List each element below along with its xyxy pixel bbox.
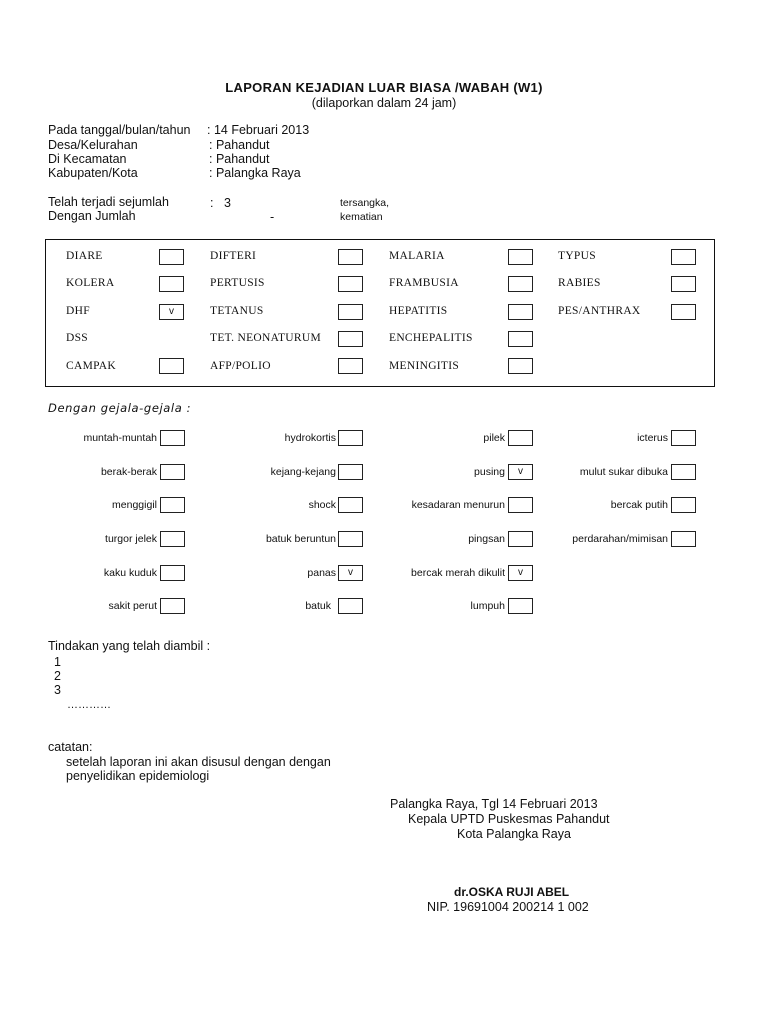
symptom-checkbox[interactable]: v <box>508 565 533 581</box>
disease-label: DHF <box>66 305 90 317</box>
signature-city: Kota Palangka Raya <box>457 827 571 841</box>
disease-label: RABIES <box>558 277 601 289</box>
disease-checkbox[interactable] <box>508 276 533 292</box>
symptom-checkbox[interactable] <box>508 598 533 614</box>
symptom-label: hydrokortis <box>284 432 336 444</box>
notes-line: penyelidikan epidemiologi <box>66 769 210 783</box>
symptom-label: berak-berak <box>100 466 157 478</box>
disease-label: DIARE <box>66 250 103 262</box>
signatory-nip: NIP. 19691004 200214 1 002 <box>427 900 589 914</box>
symptom-label: muntah-muntah <box>83 432 157 444</box>
district-label: Di Kecamatan <box>48 152 127 166</box>
action-ellipsis: ………… <box>67 699 111 711</box>
symptom-checkbox[interactable]: v <box>338 565 363 581</box>
disease-checkbox[interactable] <box>338 304 363 320</box>
disease-label: ENCHEPALITIS <box>389 332 473 344</box>
symptom-label: bercak putih <box>610 499 668 511</box>
symptom-label: pingsan <box>468 533 505 545</box>
disease-label: TETANUS <box>210 305 264 317</box>
disease-checkbox[interactable] <box>338 331 363 347</box>
disease-checkbox[interactable]: v <box>159 304 184 320</box>
cases-colon: : <box>210 196 214 210</box>
disease-label: MALARIA <box>389 250 445 262</box>
symptom-label: icterus <box>637 432 668 444</box>
symptom-label: pilek <box>483 432 505 444</box>
disease-checkbox[interactable] <box>671 276 696 292</box>
disease-checkbox[interactable] <box>338 358 363 374</box>
disease-label: PES/ANTHRAX <box>558 305 641 317</box>
symptom-label: sakit perut <box>108 600 157 612</box>
regency-value: : Palangka Raya <box>209 166 301 180</box>
disease-checkbox[interactable] <box>671 304 696 320</box>
disease-label: FRAMBUSIA <box>389 277 459 289</box>
symptom-checkbox[interactable]: v <box>508 464 533 480</box>
disease-label: DIFTERI <box>210 250 257 262</box>
action-item: 2 <box>54 669 61 683</box>
symptom-checkbox[interactable] <box>671 531 696 547</box>
symptom-label: pusing <box>474 466 505 478</box>
symptom-checkbox[interactable] <box>671 430 696 446</box>
disease-checkbox[interactable] <box>159 249 184 265</box>
disease-checkbox[interactable] <box>508 358 533 374</box>
symptom-label: turgor jelek <box>105 533 157 545</box>
deaths-label: Dengan Jumlah <box>48 209 136 223</box>
symptom-label: batuk <box>305 600 331 612</box>
symptom-label: menggigil <box>112 499 157 511</box>
disease-label: KOLERA <box>66 277 115 289</box>
symptom-label: batuk beruntun <box>265 533 336 545</box>
disease-checkbox[interactable] <box>338 249 363 265</box>
symptom-label: panas <box>307 567 336 579</box>
regency-label: Kabupaten/Kota <box>48 166 138 180</box>
action-item: 1 <box>54 655 61 669</box>
village-value: : Pahandut <box>209 138 270 152</box>
disease-label: DSS <box>66 332 88 344</box>
disease-label: AFP/POLIO <box>210 360 271 372</box>
cases-value: 3 <box>224 196 231 210</box>
disease-checkbox[interactable] <box>159 358 184 374</box>
deaths-unit: kematian <box>340 211 383 223</box>
signatory-name: dr.OSKA RUJI ABEL <box>454 885 570 899</box>
disease-checkbox[interactable] <box>508 304 533 320</box>
symptom-label: perdarahan/mimisan <box>572 533 668 545</box>
cases-unit: tersangka, <box>340 197 390 209</box>
notes-line: setelah laporan ini akan disusul dengan dengan <box>66 755 331 769</box>
disease-checkbox[interactable] <box>159 276 184 292</box>
symptom-label: lumpuh <box>470 600 505 612</box>
disease-label: TYPUS <box>558 250 596 262</box>
symptom-checkbox[interactable] <box>671 464 696 480</box>
symptom-label: kaku kuduk <box>103 567 157 579</box>
disease-label: HEPATITIS <box>389 305 448 317</box>
date-value: : 14 Februari 2013 <box>207 123 310 137</box>
disease-label: PERTUSIS <box>210 277 265 289</box>
disease-label: MENINGITIS <box>389 360 460 372</box>
symptom-label: mulut sukar dibuka <box>579 466 668 478</box>
symptom-label: kesadaran menurun <box>411 499 505 511</box>
disease-checkbox[interactable] <box>508 331 533 347</box>
signature-position: Kepala UPTD Puskesmas Pahandut <box>408 812 610 826</box>
disease-checkbox[interactable] <box>338 276 363 292</box>
disease-checkbox[interactable] <box>508 249 533 265</box>
symptom-label: shock <box>308 499 336 511</box>
cases-label: Telah terjadi sejumlah <box>48 195 169 209</box>
symptoms-heading: Dengan gejala-gejala : <box>48 401 192 415</box>
report-subtitle: (dilaporkan dalam 24 jam) <box>311 96 457 110</box>
action-item: 3 <box>54 683 61 697</box>
symptom-checkbox[interactable] <box>671 497 696 513</box>
disease-label: CAMPAK <box>66 360 116 372</box>
report-title: LAPORAN KEJADIAN LUAR BIASA /WABAH (W1) <box>225 80 543 95</box>
signature-place-date: Palangka Raya, Tgl 14 Februari 2013 <box>390 797 598 811</box>
disease-checkbox[interactable] <box>671 249 696 265</box>
deaths-value: - <box>270 210 275 224</box>
notes-heading: catatan: <box>48 740 93 754</box>
date-label: Pada tanggal/bulan/tahun <box>48 123 191 137</box>
actions-heading: Tindakan yang telah diambil : <box>48 639 211 653</box>
symptom-label: kejang-kejang <box>270 466 336 478</box>
district-value: : Pahandut <box>209 152 270 166</box>
symptom-label: bercak merah dikulit <box>411 567 505 579</box>
village-label: Desa/Kelurahan <box>48 138 138 152</box>
disease-label: TET. NEONATURUM <box>210 332 321 344</box>
